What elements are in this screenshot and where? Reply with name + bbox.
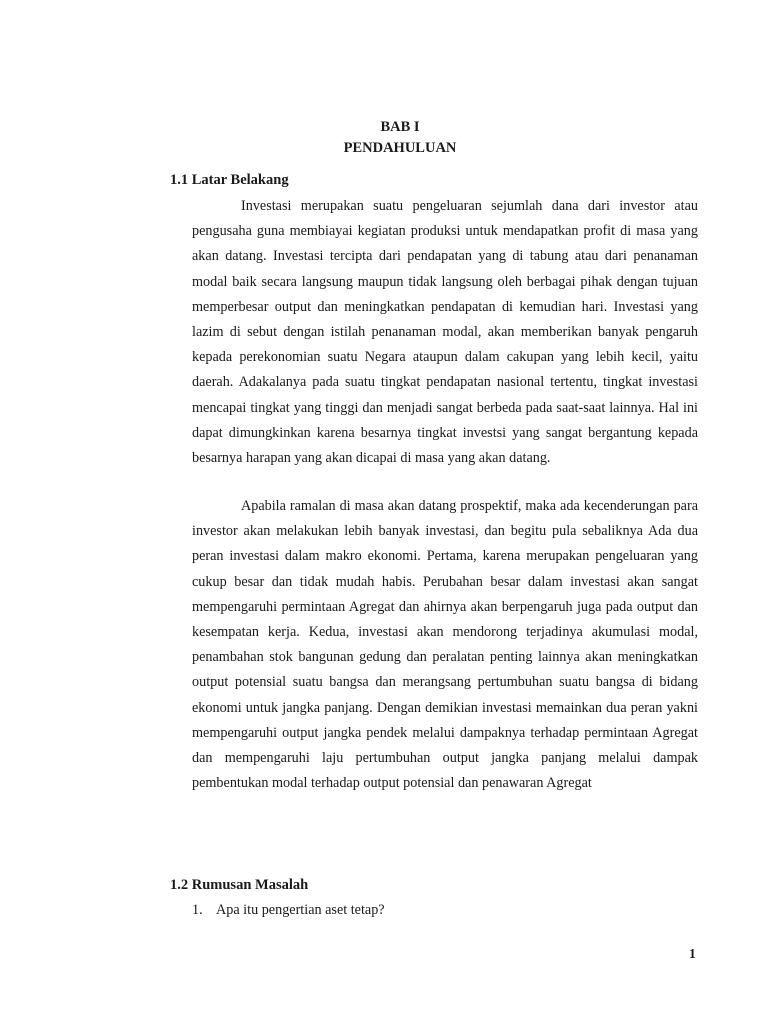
body-paragraph-1 bbox=[192, 194, 698, 471]
list-item-number: 1. bbox=[192, 902, 203, 918]
paragraph-text: Apabila ramalan di masa akan datang prospektif, maka ada kecenderungan para investor akan melakukan lebih banyak investasi, dan begitu pula sebaliknya Ada dua peran investasi dalam makro ekonomi. Pertama, karena merupakan pengeluaran yang cukup besar dan tidak mudah habis. Perubahan besar dalam investasi akan sangat mempengaruhi permintaan Agregat dan ahirnya akan berpengaruh juga pada output dan kesempatan kerja. Kedua, investasi akan mendorong terjadinya akumulasi modal, penambahan stok bangunan gedung dan peralatan penting lainnya akan meningkatkan output potensial suatu bangsa dan merangsang pertumbuhan suatu bangsa di bidang ekonomi untuk jangka panjang. Dengan demikian investasi memainkan dua peran yakni mempengaruhi output jangka pendek melalui dampaknya terhadap permintaan Agregat dan mempengaruhi laju pertumbuhan output jangka panjang melalui dampak pembentukan modal terhadap output potensial dan penawaran Agregat bbox=[192, 498, 698, 792]
chapter-title: PENDAHULUAN bbox=[343, 140, 457, 156]
section-heading-rumusan-masalah: 1.2 Rumusan Masalah bbox=[170, 877, 309, 893]
problem-list bbox=[192, 899, 698, 921]
paragraph-text: Investasi merupakan suatu pengeluaran sejumlah dana dari investor atau pengusaha guna membiayai kegiatan produksi untuk mendapatkan profit di masa yang akan datang. Investasi tercipta dari pendapatan yang di tabung atau dari penanaman modal baik secara langsung maupun tidak langsung oleh berbagai pihak dengan tujuan memperbesar output dan meningkatkan pendapatan di kemudian hari. Investasi yang lazim di sebut dengan istilah penanaman modal, akan memberikan banyak pengaruh kepada perekonomian suatu Negara ataupun dalam cakupan yang lebih kecil, yaitu daerah. Adakalanya pada suatu tingkat pendapatan nasional tertentu, tingkat investasi mencapai tingkat yang tinggi dan menjadi sangat berbeda pada saat-saat lainnya. Hal ini dapat dimungkinkan karena besarnya tingkat investsi yang sangat bergantung kepada besarnya harapan yang akan dicapai di masa yang akan datang. bbox=[192, 198, 698, 467]
page-number: 1 bbox=[689, 946, 696, 961]
list-item-text: Apa itu pengertian aset tetap? bbox=[216, 902, 385, 918]
section-heading-latar-belakang: 1.1 Latar Belakang bbox=[170, 172, 289, 188]
chapter-header bbox=[0, 117, 768, 159]
body-paragraph-2 bbox=[192, 494, 698, 796]
chapter-number: BAB I bbox=[380, 119, 420, 135]
list-item bbox=[192, 899, 698, 921]
